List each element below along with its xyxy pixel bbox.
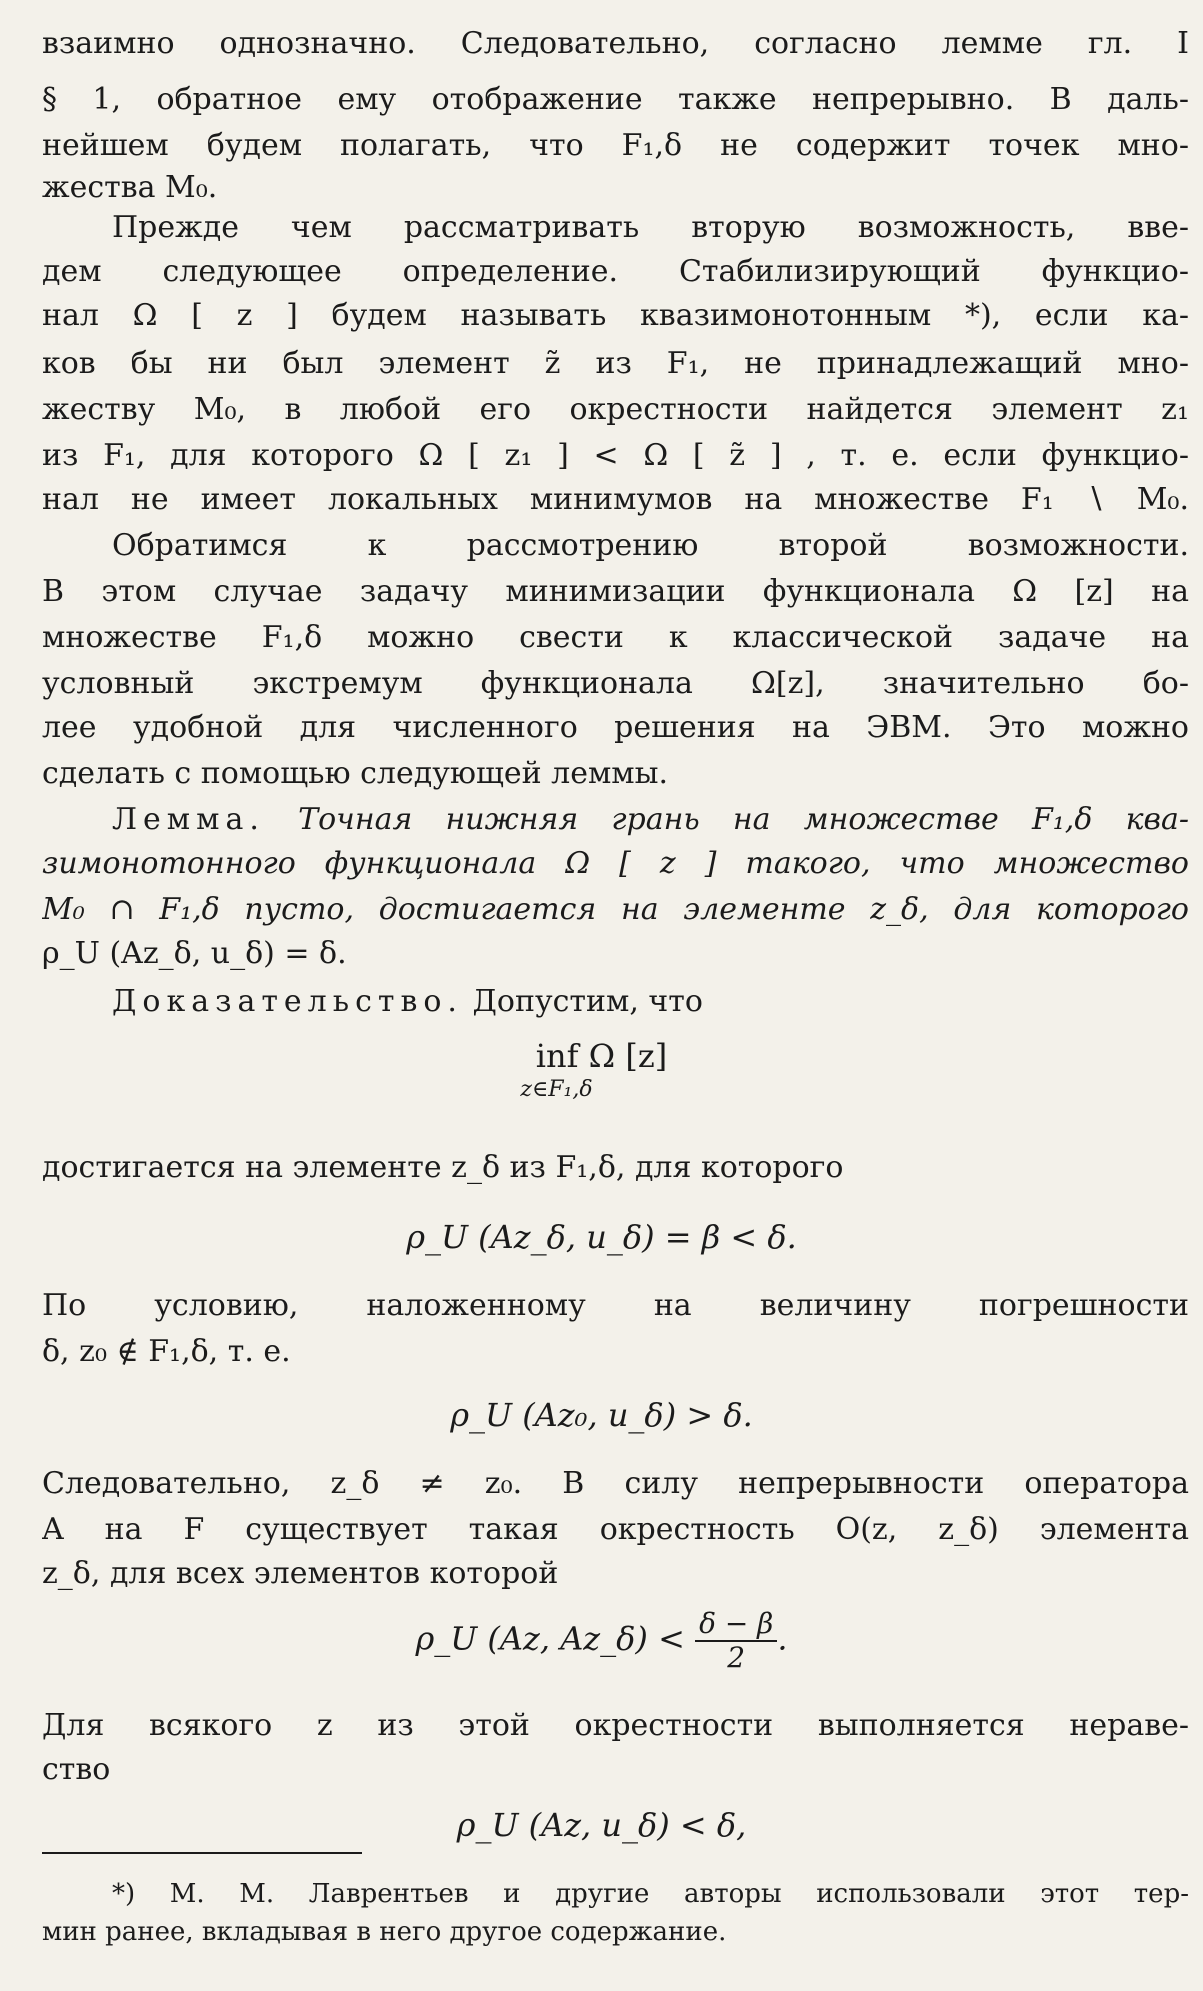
proof-intro: Допустим, что xyxy=(472,984,703,1019)
text-line: сделать с помощью следующей леммы. xyxy=(42,756,669,791)
proof-label: Доказательство. xyxy=(112,984,463,1019)
equation-3 xyxy=(0,1608,1203,1674)
text-line: условный экстремум функционала Ω[z], значительно бо- xyxy=(42,666,1189,701)
text-line: По условию, наложенному на величину погрешности xyxy=(42,1288,1189,1323)
text-line: ство xyxy=(42,1752,111,1787)
equation-4: ρ_U (Az, u_δ) < δ, xyxy=(456,1806,747,1844)
text-line: нал не имеет локальных минимумов на множестве F₁ ∖ M₀. xyxy=(42,482,1189,517)
text-line: Обратимся к рассмотрению второй возможности. xyxy=(112,528,1189,563)
lemma-line xyxy=(112,798,1189,842)
text-line: из F₁, для которого Ω [ z₁ ] < Ω [ z̃ ] , т. е. если функцио- xyxy=(42,438,1189,473)
text-line: Следовательно, z_δ ≠ z₀. В силу непрерывности оператора xyxy=(42,1466,1189,1501)
text-line: нейшем будем полагать, что F₁,δ не содержит точек мно- xyxy=(42,128,1189,163)
lemma-line: зимонотонного функционала Ω [ z ] такого, что множество xyxy=(42,846,1189,881)
fraction-denominator: 2 xyxy=(727,1641,746,1674)
footnote-line: *) М. М. Лаврентьев и другие авторы использовали этот тер- xyxy=(112,1879,1189,1909)
lemma-text: Точная нижняя грань на множестве F₁,δ ква- xyxy=(298,802,1189,837)
lemma-line: ρ_U (Az_δ, u_δ) = δ. xyxy=(42,936,347,971)
text-line: z_δ, для всех элементов которой xyxy=(42,1556,559,1591)
text-line: δ, z₀ ∉ F₁,δ, т. е. xyxy=(42,1334,291,1369)
text-line: В этом случае задачу минимизации функционала Ω [z] на xyxy=(42,574,1189,609)
proof-line xyxy=(112,980,1189,1024)
lemma-label: Лемма. xyxy=(112,802,265,837)
equation-2: ρ_U (Az₀, u_δ) > δ. xyxy=(450,1396,753,1434)
inf-formula xyxy=(0,1036,1203,1104)
text-line: дем следующее определение. Стабилизирующий функцио- xyxy=(42,254,1189,289)
fraction-numerator: δ − β xyxy=(695,1608,777,1642)
fraction xyxy=(695,1608,777,1674)
text-line: множестве F₁,δ можно свести к классической задаче на xyxy=(42,620,1189,655)
text-line: § 1, обратное ему отображение также непрерывно. В даль- xyxy=(42,82,1189,117)
text-line: Прежде чем рассматривать вторую возможность, вве- xyxy=(112,210,1189,245)
footnote-line: мин ранее, вкладывая в него другое содержание. xyxy=(42,1917,727,1947)
text-line: Для всякого z из этой окрестности выполняется нераве- xyxy=(42,1708,1189,1743)
equation-3-end: . xyxy=(777,1619,788,1658)
text-line: ков бы ни был элемент z̃ из F₁, не принадлежащий мно- xyxy=(42,346,1189,381)
text-line: нал Ω [ z ] будем называть квазимонотонным *), если ка- xyxy=(42,298,1189,333)
equation-3-left: ρ_U (Az, Az_δ) < xyxy=(415,1619,685,1658)
footnote-divider xyxy=(42,1852,362,1854)
text-line: взаимно однозначно. Следовательно, согласно лемме гл. I xyxy=(42,26,1189,61)
text-line: A на F существует такая окрестность O(z, z_δ) элемента xyxy=(42,1512,1189,1547)
text-line: жества M₀. xyxy=(42,170,218,205)
text-line: жеству M₀, в любой его окрестности найдется элемент z₁ xyxy=(42,392,1189,427)
inf-expression: inf Ω [z] xyxy=(535,1037,668,1075)
inf-subscript: z∈F₁,δ xyxy=(520,1077,593,1102)
equation-1: ρ_U (Az_δ, u_δ) = β < δ. xyxy=(406,1218,797,1256)
text-line: достигается на элементе z_δ из F₁,δ, для которого xyxy=(42,1150,844,1185)
lemma-line: M₀ ∩ F₁,δ пусто, достигается на элементе z_δ, для которого xyxy=(42,892,1189,927)
text-line: лее удобной для численного решения на ЭВМ. Это можно xyxy=(42,710,1189,745)
